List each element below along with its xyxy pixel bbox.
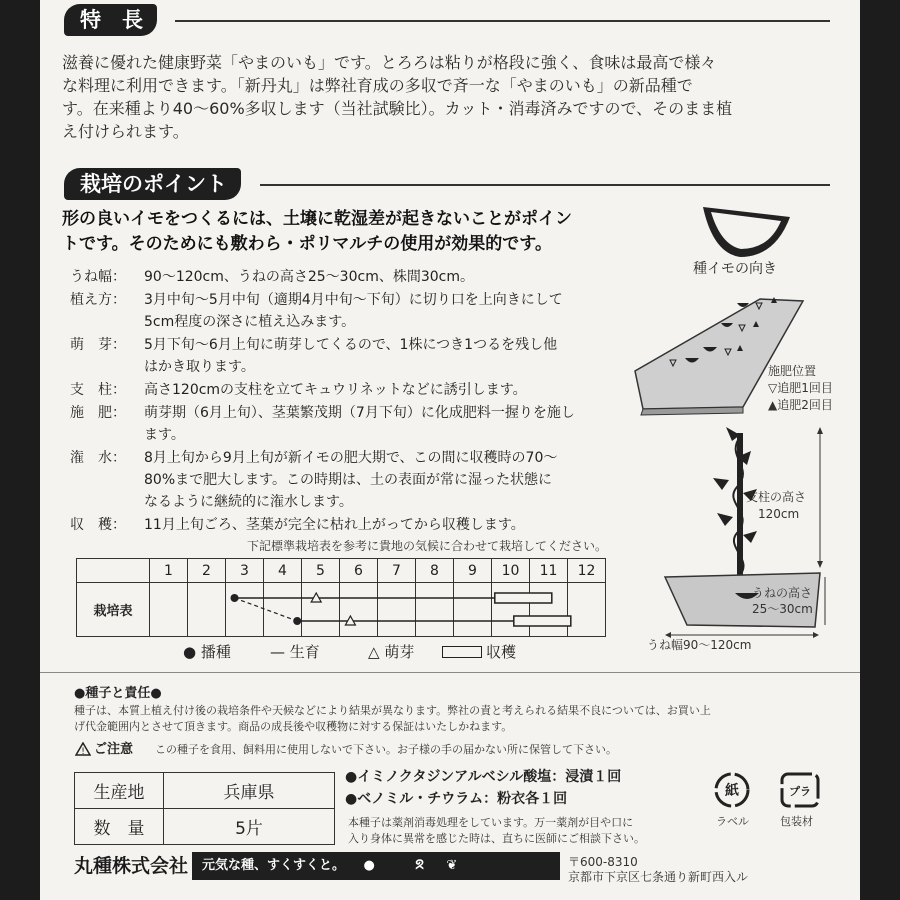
- pole-height-value: 120cm: [758, 507, 800, 521]
- cultivation-lead-2: トです。そのためにも敷わら・ポリマルチの使用が効果的です。: [62, 234, 552, 254]
- item-label-watering: 潅 水：: [70, 450, 126, 466]
- month-10: 10: [492, 559, 530, 583]
- slogan-dot: ●: [363, 858, 375, 873]
- features-line-4: え付けられます。: [62, 122, 189, 141]
- pole-height-label: 支柱の高さ: [746, 490, 807, 504]
- origin-table: [74, 772, 335, 845]
- month-8: 8: [416, 559, 454, 583]
- item-label-fertilizer: 施 肥：: [70, 405, 126, 421]
- legend-sow: ● 播種: [183, 643, 231, 661]
- cultivation-rule: [260, 184, 830, 186]
- recycle-package-text: 包装材: [780, 815, 813, 828]
- plastic-recycle-icon: [778, 770, 822, 810]
- warning-icon: [75, 742, 91, 756]
- ridge-height-label: うねの高さ: [752, 586, 813, 600]
- item-label-harvest: 収 穫：: [70, 517, 126, 533]
- calendar-row-label: 栽培表: [77, 583, 150, 637]
- sprout-mark-icon: ᘝ: [415, 858, 424, 873]
- quantity-value: 5片: [164, 809, 335, 845]
- legend-grow: — 生育: [270, 643, 320, 661]
- item-text-ridge: 90〜120cm、うねの高さ25〜30cm、株間30cm。: [144, 269, 474, 285]
- seed-direction-label: 種イモの向き: [693, 261, 777, 277]
- legend-harvest-label: 収穫: [486, 643, 517, 661]
- sowing-range-connector: [235, 598, 298, 621]
- paper-recycle-icon: [712, 770, 752, 810]
- origin-value: 兵庫県: [164, 773, 335, 809]
- item-text-sprouting-2: はかき取ります。: [144, 359, 255, 375]
- chemical-line-2: ●ベノミル・チウラム：粉衣各１回: [345, 791, 568, 807]
- quantity-label: 数 量: [75, 809, 164, 845]
- features-line-1: 滋養に優れた健康野菜「やまのいも」です。とろろは粘りが格段に強く、食味は最高で様々: [62, 53, 717, 72]
- item-text-fertilizer-1: 萌芽期（6月上旬）、茎葉繁茂期（7月下旬）に化成肥料一握りを施し: [144, 405, 575, 421]
- month-12: 12: [568, 559, 606, 583]
- sow-dot: [293, 617, 301, 625]
- item-text-watering-2: 80%まで肥大します。この時期は、土の表面が常に湿った状態に: [144, 472, 552, 488]
- month-11: 11: [530, 559, 568, 583]
- section-divider: [40, 672, 860, 673]
- origin-label: 生産地: [75, 773, 164, 809]
- features-line-2: な料理に利用できます。「新丹丸」は弊社育成の多収で斉一な「やまのいも」の新品種で: [62, 76, 693, 95]
- svg-text:!: !: [81, 747, 85, 756]
- caution-text: この種子を食用、飼料用に使用しないで下さい。お子様の手の届かない所に保管して下さい。: [155, 743, 617, 756]
- paper-recycle-text: 紙: [725, 783, 739, 799]
- month-1: 1: [150, 559, 188, 583]
- item-label-ridge: うね幅：: [70, 269, 126, 285]
- chemical-note-2: 入り身体に異常を感じた時は、直ちに医師にご相談下さい。: [348, 832, 645, 845]
- month-3: 3: [226, 559, 264, 583]
- company-address: 京都市下京区七条通り新町西入ル: [568, 870, 749, 884]
- liability-line-2: げ代金範囲内とさせて頂きます。商品の成長後や収穫物に対する保証はいたしかねます。: [74, 720, 513, 733]
- fertilizer-position-label: 施肥位置: [768, 364, 817, 378]
- item-text-fertilizer-2: ます。: [144, 427, 185, 443]
- month-2: 2: [188, 559, 226, 583]
- item-label-pole: 支 柱：: [70, 382, 126, 398]
- sprout-leaf-icon: ❦: [446, 858, 458, 873]
- harvest-bar: [514, 616, 571, 626]
- seed-packet-back: [40, 0, 860, 900]
- recycle-label-text: ラベル: [716, 815, 749, 828]
- month-5: 5: [302, 559, 340, 583]
- cultivation-header: 栽培のポイント: [64, 168, 241, 200]
- fertilizer-first-label: ▽追肥1回目: [768, 381, 833, 395]
- item-text-watering-1: 8月上旬から9月上旬が新イモの肥大期で、この間に収穫時の70〜: [144, 450, 558, 466]
- item-text-planting-1: 3月中旬〜5月中旬（適期4月中旬〜下旬）に切り口を上向きにして: [144, 292, 563, 308]
- company-name: 丸種株式会社: [74, 855, 189, 877]
- item-text-pole: 高さ120cmの支柱を立てキュウリネットなどに誘引します。: [144, 382, 527, 398]
- liability-line-1: 種子は、本質上植え付け後の栽培条件や天候などにより結果が異なります。弊社の責と考えられる結果不良については、お買い上: [74, 704, 711, 717]
- month-7: 7: [378, 559, 416, 583]
- calendar-note: 下記標準栽培表を参考に貴地の気候に合わせて栽培してください。: [247, 539, 608, 553]
- item-text-planting-2: 5cm程度の深さに植え込みます。: [144, 314, 356, 330]
- ridge-width-label: うね幅90〜120cm: [647, 638, 752, 652]
- slogan-text: 元気な種、すくすくと。: [202, 858, 346, 873]
- chemical-note-1: 本種子は薬剤消毒処理をしています。万一薬剤が目や口に: [348, 816, 634, 829]
- legend-sow-label: 播種: [200, 643, 231, 661]
- month-4: 4: [264, 559, 302, 583]
- features-line-3: す。在来種より40〜60%多収します（当社試験比）。カット・消毒済みですので、そのまま植: [62, 99, 733, 118]
- month-6: 6: [340, 559, 378, 583]
- month-9: 9: [454, 559, 492, 583]
- slogan-bar: [192, 852, 560, 880]
- ridge-height-value: 25〜30cm: [752, 602, 813, 616]
- item-text-sprouting-1: 5月下旬〜6月上旬に萌芽してくるので、1株につき1つるを残し他: [144, 337, 558, 353]
- legend-sprout-label: 萌芽: [384, 643, 415, 661]
- cultivation-lead-1: 形の良いイモをつくるには、土壌に乾湿差が起きないことがポイン: [62, 209, 572, 229]
- item-label-sprouting: 萌 芽：: [70, 337, 126, 353]
- plastic-recycle-text: プラ: [789, 785, 811, 798]
- legend-sprout: △ 萌芽: [368, 643, 415, 661]
- legend-grow-label: 生育: [289, 643, 320, 661]
- features-header: 特 長: [64, 4, 157, 36]
- calendar-marks: [76, 558, 636, 638]
- features-rule: [175, 20, 830, 22]
- legend-harvest-box: [442, 646, 482, 658]
- harvest-bar: [495, 593, 552, 603]
- caution-title: ご注意: [94, 742, 134, 757]
- fertilizer-second-label: ▲追肥2回目: [768, 398, 833, 412]
- item-label-planting: 植え方：: [70, 292, 126, 308]
- item-text-watering-3: なるように継続的に潅水します。: [144, 494, 353, 510]
- postal-code: 〒600-8310: [568, 855, 638, 869]
- chemical-line-1: ●イミノクタジンアルベシル酸塩：浸漬１回: [345, 769, 622, 785]
- liability-title: ●種子と責任●: [74, 686, 162, 701]
- item-text-harvest: 11月上旬ごろ、茎葉が完全に枯れ上がってから収穫します。: [144, 517, 525, 533]
